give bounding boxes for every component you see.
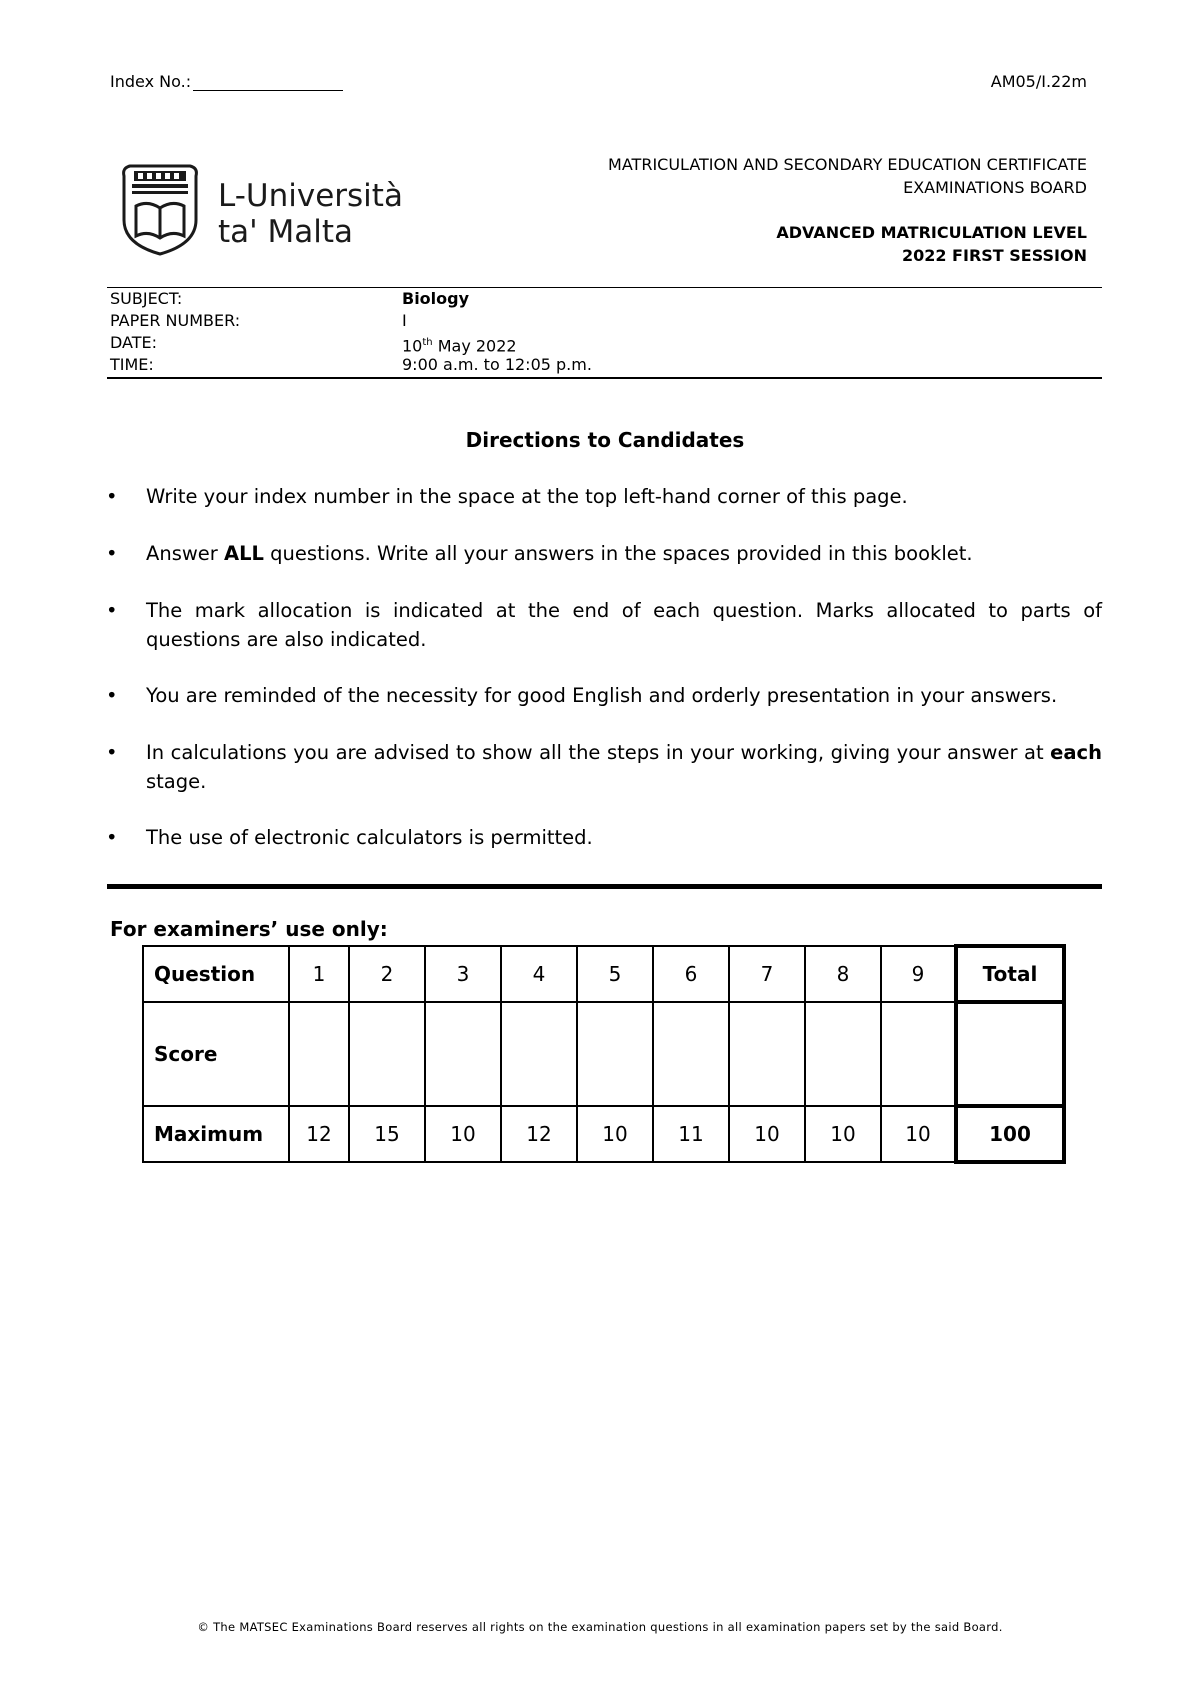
paper-code: AM05/I.22m xyxy=(990,72,1087,91)
row-header-score: Score xyxy=(143,1002,289,1106)
info-bottom-rule xyxy=(107,377,1102,379)
bullet-icon: • xyxy=(106,684,118,707)
bullet-icon: • xyxy=(106,599,118,622)
score-row xyxy=(143,1002,1064,1106)
score-cell[interactable] xyxy=(501,1002,577,1106)
level-line: ADVANCED MATRICULATION LEVEL xyxy=(776,223,1087,242)
question-number: 4 xyxy=(501,946,577,1002)
maximum-mark: 10 xyxy=(425,1106,501,1162)
logo-line1: L-Università xyxy=(218,178,403,214)
direction-item: • The use of electronic calculators is permitted. xyxy=(106,823,1102,852)
score-cell[interactable] xyxy=(349,1002,425,1106)
direction-item: • In calculations you are advised to show all the steps in your working, giving your answer at each stage. xyxy=(106,738,1102,796)
board-line2: EXAMINATIONS BOARD xyxy=(903,178,1087,197)
copyright-footer: © The MATSEC Examinations Board reserves all rights on the examination questions in all examination papers set by the said Board. xyxy=(197,1620,1003,1634)
question-number: 3 xyxy=(425,946,501,1002)
maximum-row xyxy=(143,1106,1064,1162)
bullet-icon: • xyxy=(106,485,118,508)
subject-value: Biology xyxy=(402,289,470,308)
bullet-icon: • xyxy=(106,741,118,764)
bullet-icon: • xyxy=(106,542,118,565)
info-top-rule xyxy=(107,287,1102,288)
exam-level xyxy=(776,221,1087,267)
score-cell[interactable] xyxy=(577,1002,653,1106)
score-table xyxy=(142,944,1066,1164)
direction-item: • Write your index number in the space at the top left-hand corner of this page. xyxy=(106,482,1102,511)
direction-item: • You are reminded of the necessity for good English and orderly presentation in your answers. xyxy=(106,681,1102,710)
question-number: 9 xyxy=(881,946,956,1002)
question-number: 8 xyxy=(805,946,881,1002)
question-number: 2 xyxy=(349,946,425,1002)
paper-label: PAPER NUMBER: xyxy=(110,311,241,330)
total-maximum: 100 xyxy=(956,1106,1064,1162)
examiners-title: For examiners’ use only: xyxy=(110,917,388,941)
question-row xyxy=(143,946,1064,1002)
row-header-question: Question xyxy=(143,946,289,1002)
total-header: Total xyxy=(956,946,1064,1002)
maximum-mark: 10 xyxy=(577,1106,653,1162)
session-line: 2022 FIRST SESSION xyxy=(901,246,1087,265)
board-line1: MATRICULATION AND SECONDARY EDUCATION CERTIFICATE xyxy=(608,155,1087,174)
row-header-maximum: Maximum xyxy=(143,1106,289,1162)
index-number-label: Index No.: xyxy=(110,72,343,91)
maximum-mark: 10 xyxy=(881,1106,956,1162)
score-cell[interactable] xyxy=(653,1002,729,1106)
board-name xyxy=(608,153,1087,199)
university-logo xyxy=(120,162,410,258)
maximum-mark: 12 xyxy=(289,1106,349,1162)
paper-value: I xyxy=(402,311,407,330)
date-value: 10th May 2022 xyxy=(402,336,517,356)
score-cell[interactable] xyxy=(425,1002,501,1106)
score-cell[interactable] xyxy=(805,1002,881,1106)
score-cell[interactable] xyxy=(881,1002,956,1106)
score-cell[interactable] xyxy=(729,1002,805,1106)
question-number: 1 xyxy=(289,946,349,1002)
university-crest-icon xyxy=(120,162,410,258)
logo-line2: ta' Malta xyxy=(218,214,354,250)
direction-item: • The mark allocation is indicated at the end of each question. Marks allocated to parts of questions are also indicated. xyxy=(106,596,1102,654)
section-divider xyxy=(107,884,1102,889)
maximum-mark: 11 xyxy=(653,1106,729,1162)
maximum-mark: 12 xyxy=(501,1106,577,1162)
score-cell[interactable] xyxy=(289,1002,349,1106)
time-label: TIME: xyxy=(110,355,154,374)
question-number: 5 xyxy=(577,946,653,1002)
date-label: DATE: xyxy=(110,333,158,352)
maximum-mark: 15 xyxy=(349,1106,425,1162)
question-number: 7 xyxy=(729,946,805,1002)
index-number-blank xyxy=(193,74,343,91)
maximum-mark: 10 xyxy=(805,1106,881,1162)
time-value: 9:00 a.m. to 12:05 p.m. xyxy=(402,355,592,374)
direction-item: • Answer ALL questions. Write all your answers in the spaces provided in this booklet. xyxy=(106,539,1102,568)
maximum-mark: 10 xyxy=(729,1106,805,1162)
question-number: 6 xyxy=(653,946,729,1002)
bullet-icon: • xyxy=(106,826,118,849)
directions-title: Directions to Candidates xyxy=(465,428,745,452)
total-score-cell[interactable] xyxy=(956,1002,1064,1106)
subject-label: SUBJECT: xyxy=(110,289,183,308)
